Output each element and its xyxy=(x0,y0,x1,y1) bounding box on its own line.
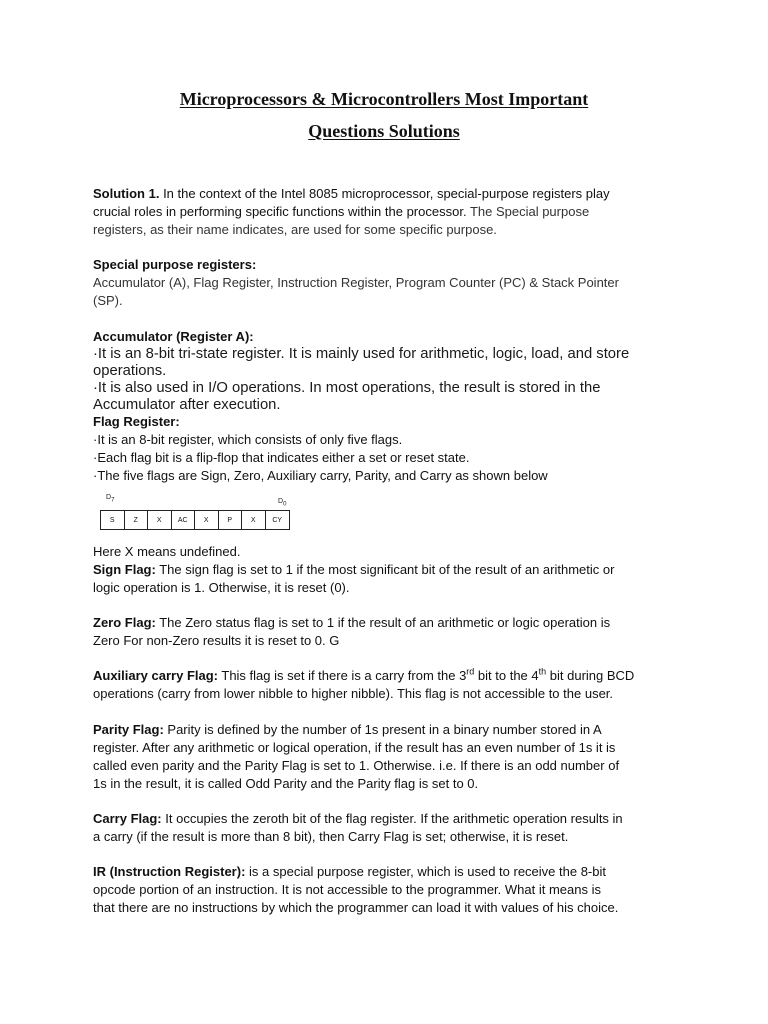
parity-line-1: Parity Flag: Parity is defined by the number of 1s present in a binary number stored in A xyxy=(93,722,602,737)
ir-line-3: that there are no instructions by which the programmer can load it with values of his choice. xyxy=(93,900,619,915)
acc-heading: Accumulator (Register A): xyxy=(93,329,254,344)
d7-label: $D_7$ xyxy=(106,494,115,504)
aux-line-1: Auxiliary carry Flag: This flag is set if there is a carry from the 3rd bit to the 4th bit during BCD xyxy=(93,666,635,683)
flag-cell: P xyxy=(219,511,243,529)
flag-cell: CY xyxy=(272,516,283,524)
zero-line-1: Zero Flag: The Zero status flag is set to 1 if the result of an arithmetic or logic operation is xyxy=(93,615,611,630)
carry-line-1: Carry Flag: It occupies the zeroth bit of the flag register. If the arithmetic operation results in xyxy=(93,811,623,826)
d0-label: $D_0$ xyxy=(278,498,287,508)
zero-line-2: Zero For non-Zero results it is reset to 0. G xyxy=(93,633,340,648)
flag-cell: S xyxy=(101,511,125,529)
carry-line-2: a carry (if the result is more than 8 bit), then Carry Flag is set; otherwise, it is reset. xyxy=(93,829,569,844)
sign-line-1: Sign Flag: The sign flag is set to 1 if the most significant bit of the result of an arithmetic or xyxy=(93,562,615,577)
solution1-line-2: crucial roles in performing specific functions within the processor. The Special purpose xyxy=(93,204,590,219)
flag-bullet-1: ·It is an 8-bit register, which consists of only five flags. xyxy=(93,432,403,447)
flag-cell: X xyxy=(195,511,219,529)
flag-register-diagram xyxy=(100,492,300,534)
acc-paragraph-2: ·It is also used in I/O operations. In most operations, the result is stored in the Accumulator after execution. xyxy=(93,380,601,413)
title-line-2: Questions Solutions xyxy=(308,121,460,141)
solution1-label: Solution 1. xyxy=(93,186,160,201)
solution1-line-1: Solution 1. In the context of the Intel 8085 microprocessor, special-purpose registers play xyxy=(93,186,610,201)
aux-line-2: operations (carry from lower nibble to higher nibble). This flag is not accessible to the user. xyxy=(93,686,614,701)
undefined-note: Here X means undefined. xyxy=(93,544,241,559)
parity-line-2: register. After any arithmetic or logical operation, if the result has an even number of 1s it is xyxy=(93,740,616,755)
parity-line-3: called even parity and the Parity Flag is set to 1. Otherwise. i.e. If there is an odd number of xyxy=(93,758,620,773)
spr-line-1: Accumulator (A), Flag Register, Instruction Register, Program Counter (PC) & Stack Pointer xyxy=(93,275,619,290)
flag-cell: X xyxy=(148,511,172,529)
solution1-line-3: registers, as their name indicates, are used for some specific purpose. xyxy=(93,222,497,237)
ir-line-2: opcode portion of an instruction. It is not accessible to the programmer. What it means is xyxy=(93,882,601,897)
flag-bits-table xyxy=(100,510,290,530)
flag-cell: AC xyxy=(172,511,196,529)
flag-bullet-2: ·Each flag bit is a flip-flop that indicates either a set or reset state. xyxy=(93,450,470,465)
acc-paragraph-1: ·It is an 8-bit tri-state register. It is mainly used for arithmetic, logic, load, and store operations. xyxy=(93,346,630,379)
flag-heading: Flag Register: xyxy=(93,414,180,429)
spr-heading: Special purpose registers: xyxy=(93,257,257,272)
ir-line-1: IR (Instruction Register): is a special purpose register, which is used to receive the 8-bit xyxy=(93,864,606,879)
flag-cell: X xyxy=(242,511,266,529)
flag-cell: Z xyxy=(125,511,149,529)
flag-bullet-3: ·The five flags are Sign, Zero, Auxiliary carry, Parity, and Carry as shown below xyxy=(93,468,548,483)
parity-line-4: 1s in the result, it is called Odd Parity and the Parity flag is set to 0. xyxy=(93,776,479,791)
sign-line-2: logic operation is 1. Otherwise, it is reset (0). xyxy=(93,580,350,595)
spr-line-2: (SP). xyxy=(93,293,123,308)
title-line-1: Microprocessors & Microcontrollers Most Important xyxy=(179,89,589,109)
